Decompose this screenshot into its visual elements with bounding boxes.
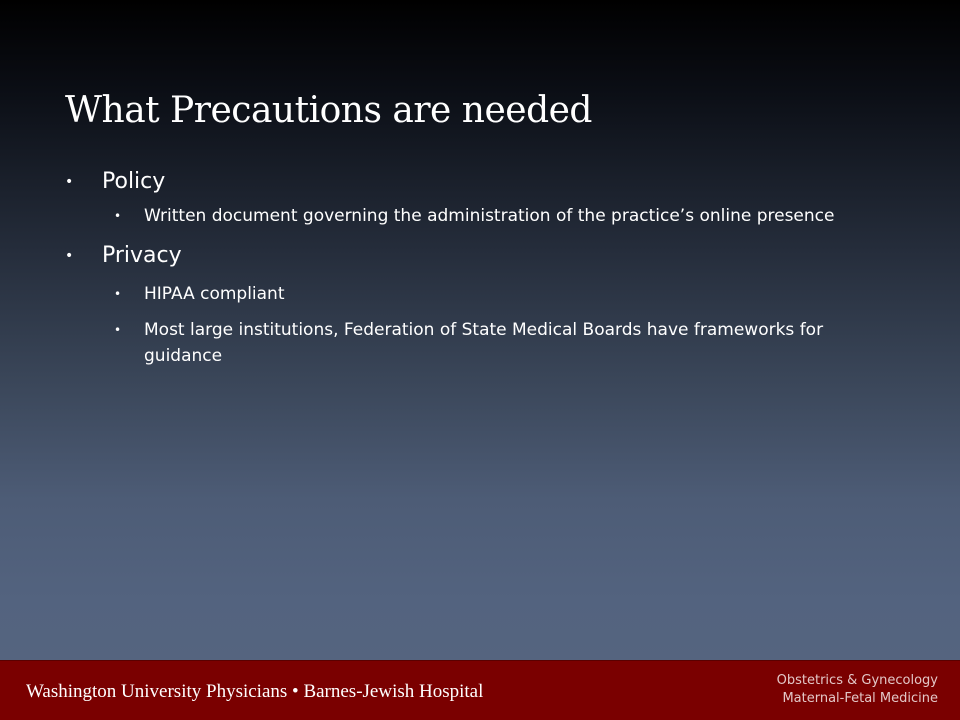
bullet-policy <box>65 165 865 199</box>
bullet-privacy <box>65 239 865 273</box>
sub-bullet-text: Written document governing the administration of the practice’s online presence <box>144 206 835 226</box>
bullet-dot-icon: • <box>114 209 122 223</box>
bullet-text: Policy <box>102 169 166 194</box>
department-line-1: Obstetrics & Gynecology <box>776 673 938 688</box>
sub-bullet-text: HIPAA compliant <box>144 284 285 304</box>
bullet-dot-icon: • <box>114 287 122 301</box>
department-label <box>777 672 938 708</box>
sub-bullet-hipaa <box>65 281 865 307</box>
slide-title: What Precautions are needed <box>65 90 592 131</box>
department-line-2: Maternal-Fetal Medicine <box>782 691 938 706</box>
bullet-dot-icon: • <box>65 174 74 190</box>
bullet-dot-icon: • <box>65 248 74 264</box>
bullet-dot-icon: • <box>114 323 122 337</box>
sub-bullet-frameworks <box>65 317 865 369</box>
sub-bullet-text: Most large institutions, Federation of State Medical Boards have frameworks for guidance <box>144 320 824 366</box>
slide-content <box>65 165 865 369</box>
bullet-text: Privacy <box>102 243 182 268</box>
sub-bullet-written-document <box>65 203 865 229</box>
footer-bar <box>0 660 960 720</box>
institution-logo: Washington University Physicians • Barnes-Jewish Hospital <box>26 681 484 702</box>
